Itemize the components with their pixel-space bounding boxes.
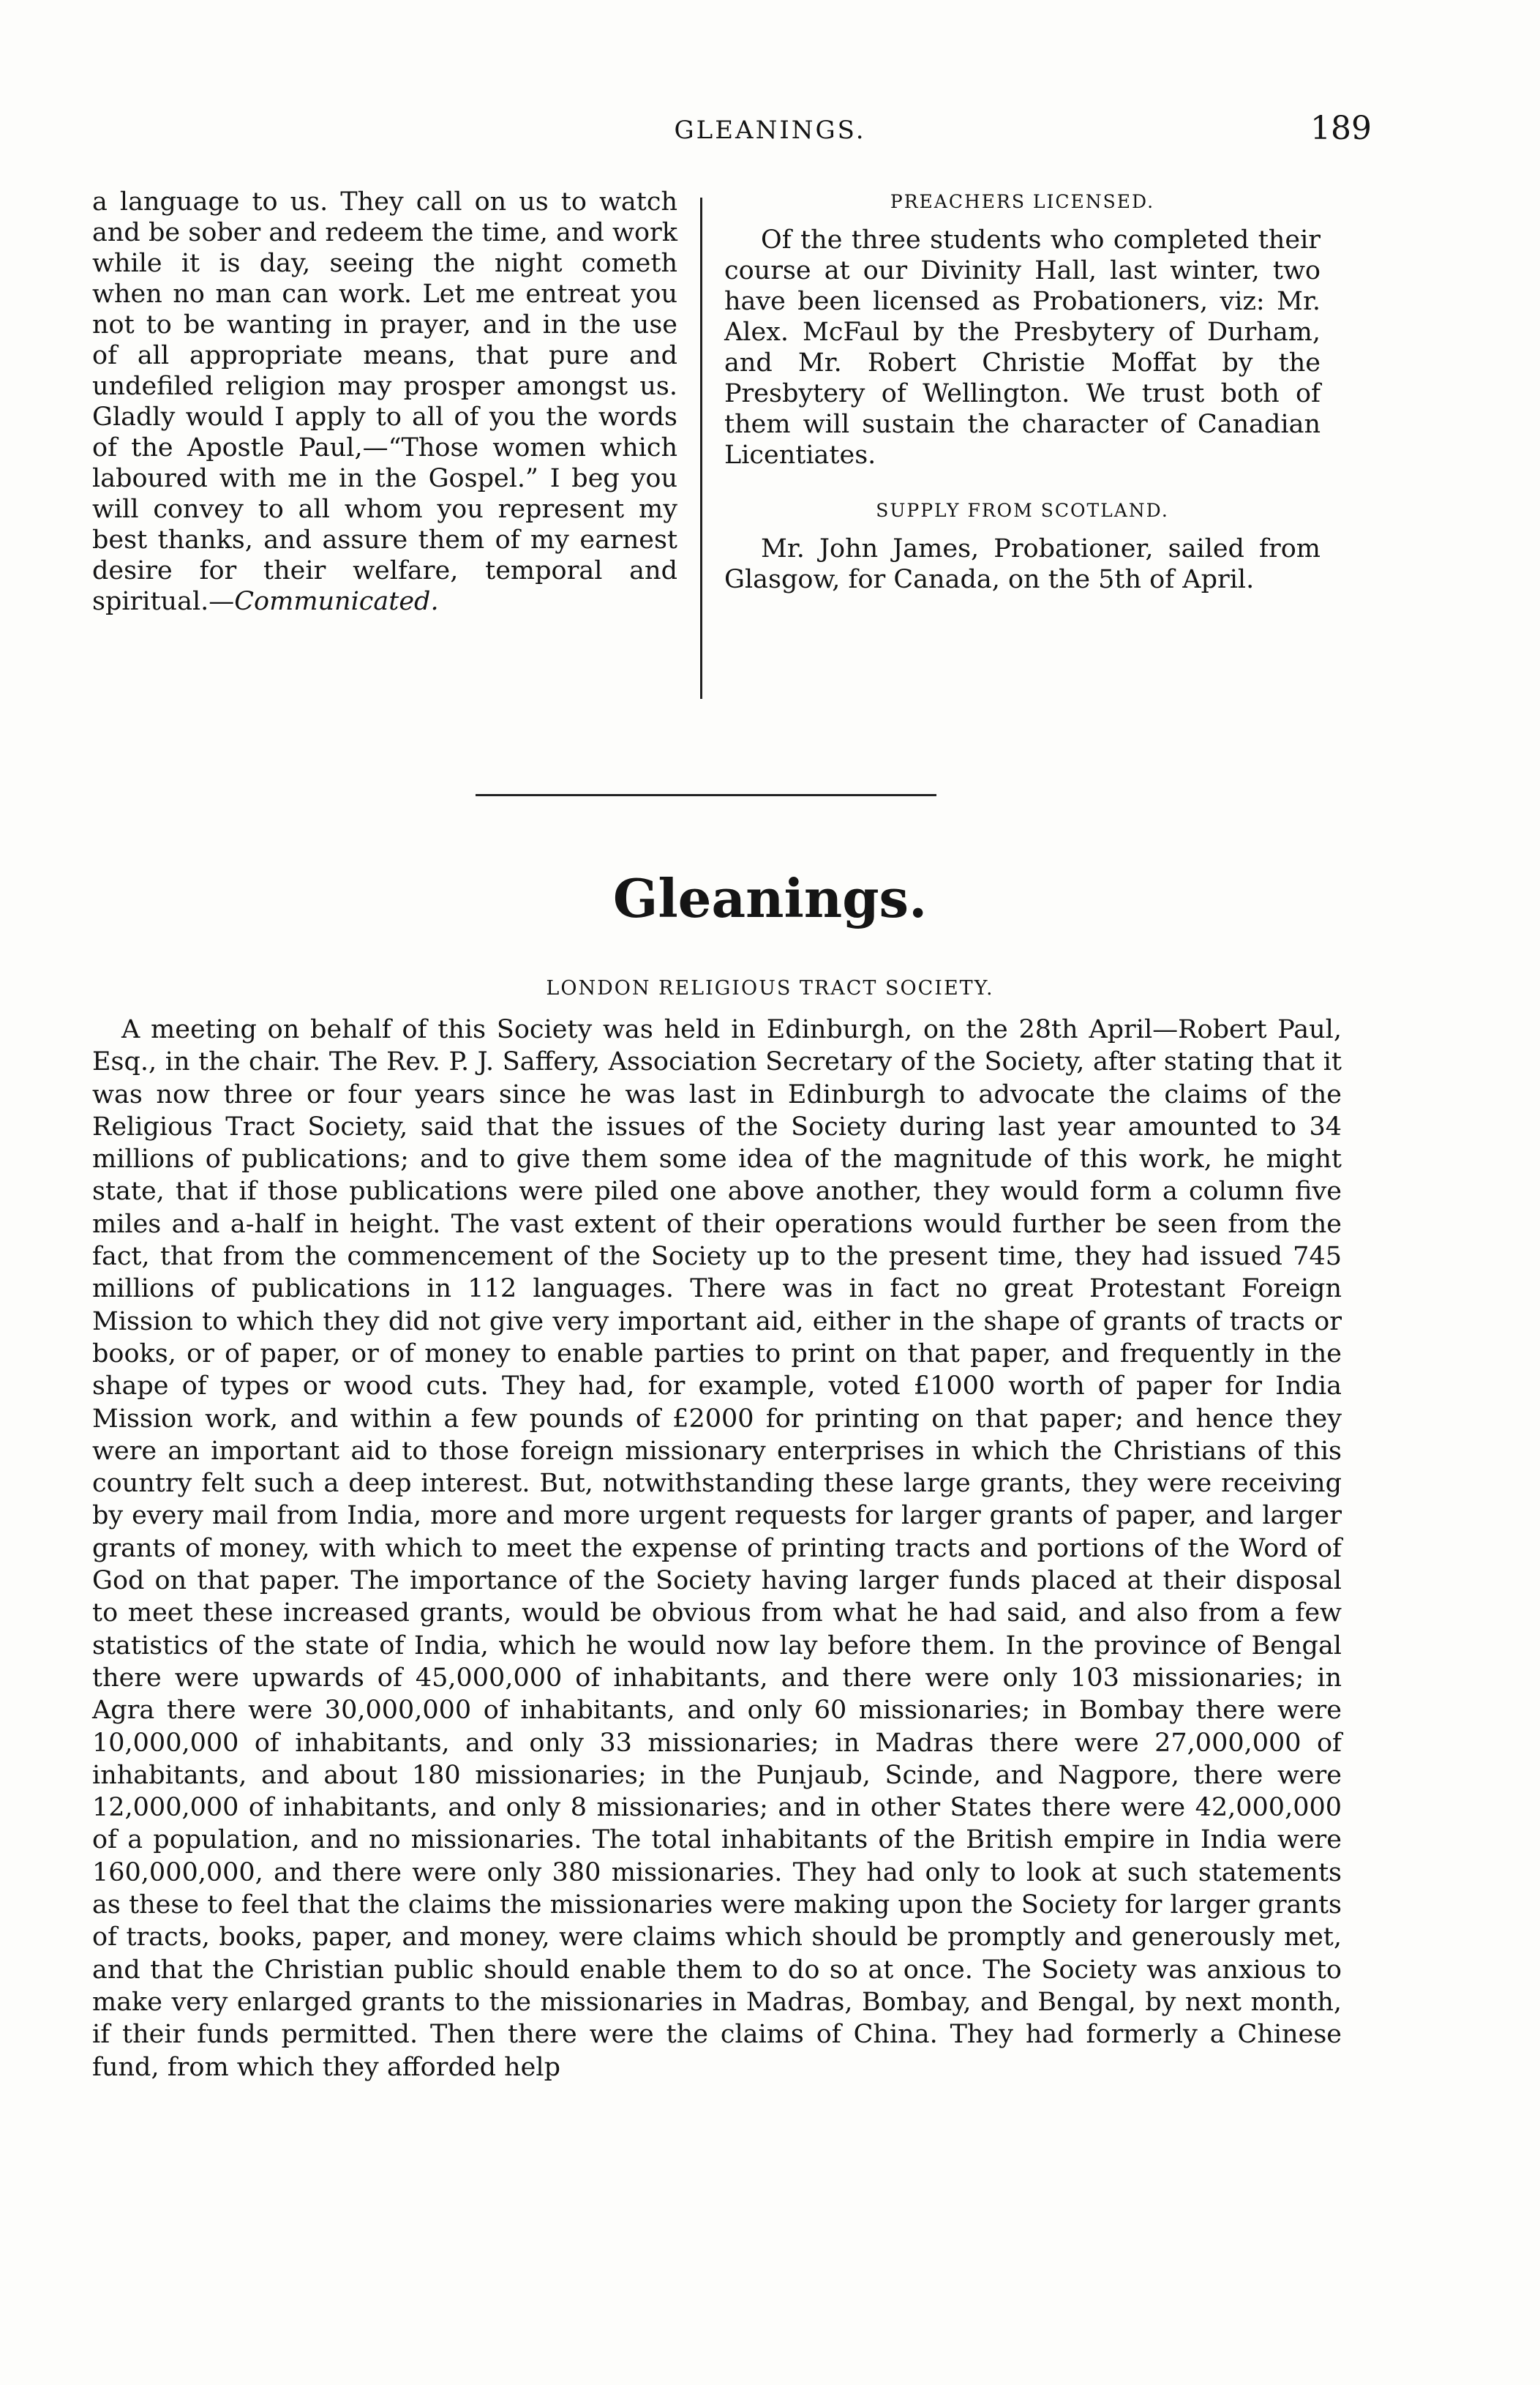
supply-paragraph: Mr. John James, Probationer, sailed from Glasgow, for Canada, on the 5th of April.: [724, 534, 1321, 594]
page-header: [0, 110, 1540, 161]
article-paragraph: A meeting on behalf of this Society was held in Edinburgh, on the 28th April—Robert Paul, Esq., in the chair. The Rev. P. J. Saffery, Association Secretary of the Society, after stating that it was now three or four years since he was last in Edinburgh to advocate the claims of the Religious Tract Society, said that the issues of the Society during last year amounted to 34 millions of publications; and to give them some idea of the magnitude of this work, he might state, that if those publications were piled one above another, they would form a column five miles and a-half in height. The vast extent of their operations would further be seen from the fact, that from the commencement of the Society up to the present time, they had issued 745 millions of publications in 112 languages. There was in fact no great Protestant Foreign Mission to which they did not give very important aid, either in the shape of grants of tracts or books, or of paper, or of money to enable parties to print on that paper, and frequently in the shape of types or wood cuts. They had, for example, voted £1000 worth of paper for India Mission work, and within a few pounds of £2000 for printing on that paper; and hence they were an important aid to those foreign missionary enterprises in which the Christians of this country felt such a deep interest. But, notwithstanding these large grants, they were receiving by every mail from India, more and more urgent requests for larger grants of paper, and larger grants of money, with which to meet the expense of printing tracts and portions of the Word of God on that paper. The importance of the Society having larger funds placed at their disposal to meet these increased grants, would be obvious from what he had said, and also from a few statistics of the state of India, which he would now lay before them. In the province of Bengal there were upwards of 45,000,000 of inhabitants, and there were only 103 missionaries; in Agra there were 30,000,000 of inhabitants, and only 60 missionaries; in Bombay there were 10,000,000 of inhabitants, and only 33 missionaries; in Madras there were 27,000,000 of inhabitants, and about 180 missionaries; in the Punjaub, Scinde, and Nagpore, there were 12,000,000 of inhabitants, and only 8 missionaries; and in other States there were 42,000,000 of a population, and no missionaries. The total inhabitants of the British empire in India were 160,000,000, and there were only 380 missionaries. They had only to look at such statements as these to feel that the claims the missionaries were making upon the Society for larger grants of tracts, books, paper, and money, were claims which should be promptly and generously met, and that the Christian public should enable them to do so at once. The Society was anxious to make very enlarged grants to the missionaries in Madras, Bombay, and Bengal, by next month, if their funds permitted. Then there were the claims of China. They had formerly a Chinese fund, from which they afforded help: [92, 1015, 1342, 2082]
left-column: [92, 187, 677, 617]
signoff: Communicated.: [234, 587, 439, 616]
article-body: [92, 1014, 1342, 2083]
running-head: GLEANINGS.: [674, 116, 866, 145]
section-title: Gleanings.: [612, 867, 928, 929]
left-column-text: a language to us. They call on us to watch and be sober and redeem the time, and work while it is day, seeing the night cometh when no man can work. Let me entreat you not to be wanting in prayer, and in the use of all appropriate means, that pure and undefiled religion may prosper amongst us. Gladly would I apply to all of you the words of the Apostle Paul,—“Those women which laboured with me in the Gospel.” I beg you will convey to all whom you represent my best thanks, and assure them of my earnest desire for their welfare, temporal and spiritual.—: [92, 187, 677, 616]
supply-heading: SUPPLY FROM SCOTLAND.: [876, 500, 1169, 521]
right-column: [724, 187, 1321, 595]
section-divider: [476, 794, 936, 796]
preachers-heading: PREACHERS LICENSED.: [890, 191, 1155, 212]
column-rule: [700, 198, 702, 699]
article-heading: LONDON RELIGIOUS TRACT SOCIETY.: [546, 977, 994, 1000]
left-column-paragraph: [92, 187, 677, 617]
preachers-paragraph: Of the three students who completed their course at our Divinity Hall, last winter, two have been licensed as Probationers, viz: Mr. Alex. McFaul by the Presbytery of Durham, and Mr. Robert Christie Moffat by the Presbytery of Wellington. We trust both of them will sustain the character of Canadian Licentiates.: [724, 225, 1321, 470]
page-number: 189: [1310, 110, 1372, 147]
